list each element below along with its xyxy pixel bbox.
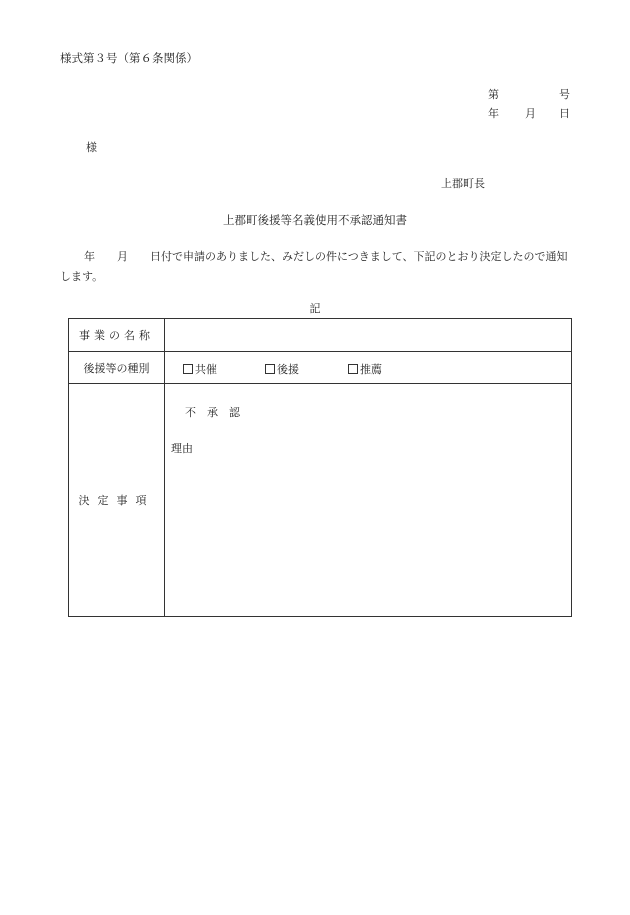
table-row-support-type [69, 352, 572, 384]
body-text: 年 月 日付で申請のありました、みだしの件につきまして、下記のとおり決定したので通知します。 [60, 250, 568, 283]
event-name-field[interactable] [165, 319, 572, 352]
table-row-event-name [69, 319, 572, 352]
support-type-options [165, 352, 572, 384]
reason-label: 理由 [171, 442, 193, 455]
date-month: 月 [525, 107, 536, 120]
number-prefix: 第 [488, 88, 499, 101]
event-name-label: 事業の名称 [69, 319, 165, 352]
checkbox-icon[interactable] [265, 364, 275, 374]
form-table [68, 318, 572, 617]
addressee-honorific: 様 [86, 141, 97, 154]
table-row-decision [69, 384, 572, 617]
number-suffix: 号 [559, 88, 570, 101]
ki-heading: 記 [309, 302, 321, 315]
document-title: 上郡町後援等名義使用不承認通知書 [223, 213, 407, 227]
support-type-label: 後援等の種別 [69, 352, 165, 384]
checkbox-icon[interactable] [183, 364, 193, 374]
checkbox-icon[interactable] [348, 364, 358, 374]
decision-value: 不承認 [185, 406, 251, 419]
form-id: 様式第３号（第６条関係） [60, 51, 198, 65]
issuer-name: 上郡町長 [441, 177, 485, 190]
option-suisen[interactable]: 推薦 [348, 361, 382, 377]
option-kyousai[interactable]: 共催 [183, 361, 217, 377]
decision-field [165, 384, 572, 617]
option-kouen[interactable]: 後援 [265, 361, 299, 377]
date-year: 年 [488, 107, 499, 120]
decision-label: 決定事項 [69, 384, 165, 617]
date-day: 日 [559, 107, 570, 120]
